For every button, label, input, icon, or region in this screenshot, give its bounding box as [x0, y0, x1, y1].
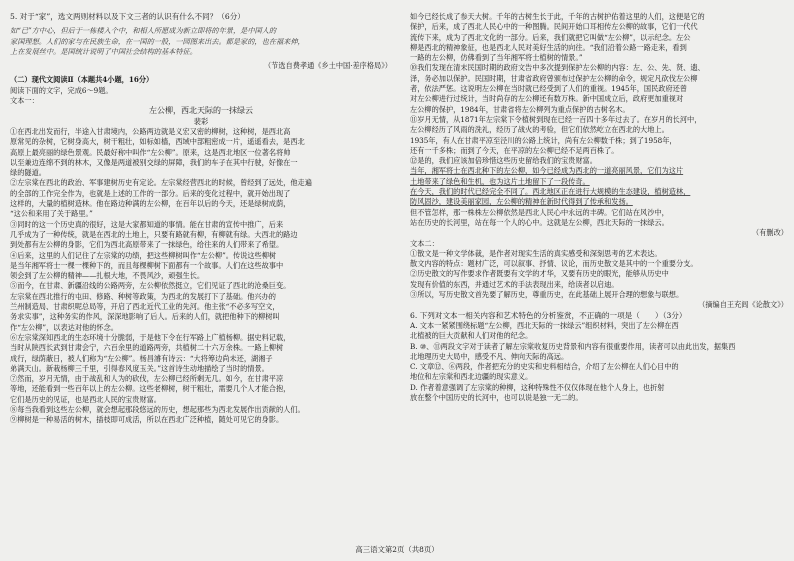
paragraph-line: 左公柳经历了风雨的洗礼，经历了战火的考验，但它们依然屹立在西北的大地上。: [410, 125, 669, 135]
paragraph-line: 务求实事”，这种务实的作风，深深地影响了后人。后来的人们，就把他种下的柳树叫: [10, 312, 280, 322]
paragraph-line: 兰州制造局、甘肃织呢总局等，开启了西北近代工业的先河。他主张“不必多写空文，: [10, 302, 280, 312]
paragraph-line: 左宗棠在西北推行的屯田、修路、种树等政策，为西北的发展打下了基础。他兴办的: [10, 291, 276, 301]
edit-note: （有删改）: [752, 228, 788, 238]
paragraph-line: 以至兼边连绵不到的林木，又像是两道被别交绿的屏障，我们的车子在其中行驶，好像在一: [10, 157, 298, 167]
paragraph-line: ③所以，写历史散文首先要了解历史，尊重历史，在此基础上展开合理的想象与联想。: [410, 290, 684, 300]
answer-line: 上在发展丝中。是国统计说明了中国社会结构的基本特征。: [10, 46, 197, 56]
question-5: 5. 对于“家”，选文两则材料以及下文三者的认识有什么不同？（6分）: [10, 12, 245, 21]
underlined-line: 在今天，我们的时代已经完全不同了。西北地区正在进行大规模的生态建设，植树造林，: [410, 187, 691, 197]
paragraph-line: 成行，绿荫蔽日，被人们称为“左公柳”。杨昌濬有诗云：“大将筹边尚未还，湖湘子: [10, 353, 273, 363]
paragraph-line: 还有一千多株；而到了今天，在平凉的左公柳已经不足两百株了。: [410, 145, 619, 155]
article-author: 裴彩: [193, 116, 209, 126]
text-label: 文本二：: [410, 238, 439, 248]
option-line: D. 作者着意强调了左宗棠的种柳，这种特殊性不仅仅体现在他个人身上，也折射: [410, 382, 665, 392]
paragraph-line: 高原上最亮丽的绿色景观。民最好称中叫作“左公柳”。原来，这是西北地区一位著名将帅: [10, 147, 291, 157]
paragraph-line: 流传下来，成为了西北文化的一部分。后来，我们就把它叫做“左公柳”，以示纪念。左公: [410, 32, 691, 42]
reading-instruction: 阅读下面的文字，完成6～9题。: [10, 85, 113, 95]
option-line: B. ⑩、⑪两段文字对于读者了解左宗棠收复历史背景和内容有很重要作用，读者可以由此出发，据集西: [410, 341, 736, 351]
source-citation: （节选自费孝通《乡土中国·差序格局》）: [263, 61, 392, 71]
paragraph-line: 它们是历史的见证，也是西北人民的宝贵财富。: [10, 394, 161, 404]
paragraph-line: ⑦然而，岁月无情，由于战乱和人为的砍伐，左公柳已经所剩无几。如今，在甘肃平凉: [10, 374, 284, 384]
paragraph-line: 几乎成为了一种传统，就是在西北的土地上，只要有路就有柳，有柳就有绿。大西北的路边: [10, 229, 298, 239]
page-footer: 高三语文第2页（共8页）: [355, 545, 439, 554]
paragraph-line: ⑪岁月无情，从1871年左宗棠下令植树到现在已经一百四十多年过去了。在岁月的长河中，: [410, 114, 702, 124]
paragraph-line: 等地，还能看到一些百年以上的左公柳。这些老柳树，树干粗壮，需要几个人才能合抱，: [10, 384, 291, 394]
paragraph-line: 左公柳的保护，1984年，甘肃省将左公柳列为重点保护的古树名木。: [410, 104, 630, 114]
paragraph-line: 但不管怎样，那一株株左公柳依然是西北人民心中永远的丰碑。它们站在风沙中，: [410, 207, 669, 217]
underlined-line: 当年，湘军将士在西北种下的左公柳，如今已经成为西北的一道亮丽风景，它们为这片: [410, 166, 684, 176]
paragraph-line: ①散文是一种文学体裁，是作者对现实生活的真实感受和深刻思考的艺术表达。: [410, 248, 662, 258]
article-title: 左公柳，西北天际的一抹绿云: [149, 106, 253, 116]
underlined-line: 土地带来了绿色和生机，也为这片土地留下了一段传奇。: [410, 176, 590, 186]
source-citation: （摘编自王充闾《论散文》）: [698, 300, 788, 310]
paragraph-line: ⑧每当我看到这些左公柳，就会想起那段悠远的历史，想起那些为西北发展作出贡献的人们。: [10, 404, 305, 414]
paragraph-line: 如今已经长成了参天大树。千年的古树生长于此，千年的古树护佑着这里的人们，这便是它的: [410, 12, 705, 21]
paragraph-line: ⑥左宗棠深知西北的生态环境十分脆弱，于是他下令在行军路上广植杨柳。据史料记载，: [10, 332, 291, 342]
paragraph-line: 一路的左公柳，仿佛看到了当年湘军将士植树的情景。”: [410, 53, 583, 63]
paragraph-line: 领会到了左公柳的精神——扎根大地，不畏风沙，顽强生长。: [10, 271, 205, 281]
paragraph-line: ④后来，这里的人们记住了左宗棠的功绩，把这些柳树叫作“左公柳”。传说这些柳树: [10, 250, 277, 260]
paragraph-line: 的全部的工作完全作为，也就是上述的工作的一部分。后来的变化过程中，就开始出现了: [10, 188, 291, 198]
paragraph-line: 原常见的杂树，它树身高大，树干粗壮，如标如樯，西域中部粗密成一片，遥遥看去，是西北: [10, 137, 305, 147]
paragraph-line: 泽，务必加以保护。民国时期，甘肃省政府曾颁布过保护左公柳的命令，规定凡砍伐左公柳: [410, 73, 698, 83]
option-line: A. 文本一紧紧围绕标题“左公柳，西北天际的一抹绿云”组织材料，突出了左公柳在西: [410, 320, 679, 330]
paragraph-line: 对左公柳进行过统计，当时尚存的左公柳还有数万株。新中国成立后，政府更加重视对: [410, 94, 684, 104]
paragraph-line: ⑨柳树是一种易活的树木，插枝即可成活，所以在西北广泛种植，随处可见它的身影。: [10, 415, 284, 425]
option-line: 放在整个中国历史的长河中，也可以说是独一无二的。: [410, 392, 583, 402]
paragraph-line: ⑫是的，我们应该加倍珍惜这些历史留给我们的宝贵财富。: [410, 156, 597, 166]
paragraph-line: 柳是西北的精神象征，也是西北人民对美好生活的向往。“我们沿着公路一路走来，看到: [410, 42, 687, 52]
paragraph-line: 1935年，有人在甘肃平凉至泾川的公路上统计，尚有左公柳数千株；到了1958年，: [410, 135, 677, 145]
paragraph-line: 到处都有左公柳的身影，它们为西北高原带来了一抹绿色，给往来的人们带来了希望。: [10, 240, 284, 250]
paragraph-line: 是当年湘军将士一棵一棵种下的，而且每棵柳树下面都有一个故事。人们在这些故事中: [10, 260, 284, 270]
paragraph-line: 弟满天山。新栽杨柳三千里，引得春风度玉关。”这首诗生动地描绘了当时的情景。: [10, 363, 269, 373]
answer-line: 家国理想。人们的家与在民族生命，在一国的一股，一园图来出去。都是家的，也在福来伸，: [10, 36, 305, 46]
paragraph-line: 散文内容的特点：题材广泛，可以叙事、抒情、议论，而历史散文是其中的一个重要分支。: [410, 259, 698, 269]
paragraph-line: ③同时的这一个历史真的很好，这是大家都知道的事情。能在甘肃的宣传中推广，后来: [10, 219, 284, 229]
paragraph-line: 保护，后来，成了西北人民心中的一种图腾。民间开始口耳相传左公柳的故事，它们一代代: [410, 22, 698, 32]
answer-line: 如“已”方中心，但后于一栋楼入个中，和相人所愿成为新立即将的年景，是中国人的: [10, 26, 277, 36]
paragraph-line: 发现有价值的东西，并通过艺术的手法表现出来，给读者以启迪。: [410, 279, 619, 289]
left-column: [10, 12, 392, 426]
paragraph-line: 作“左公柳”，以表达对他的怀念。: [10, 322, 118, 332]
paragraph-line: 者，依法严惩。这说明左公柳在当时就已经受到了人们的重视。1945年，国民政府还曾: [410, 84, 688, 94]
paragraph-line: 当时从陕西长武到甘肃会宁，六百余里的道路两旁，共植树二十六万余株。一路上柳树: [10, 343, 284, 353]
option-line: 北地理历史大局中，感受不凡、伸向天际的高远。: [410, 351, 569, 361]
paragraph-line: 站在历史的长河里，站在每一个人的心中。这就是左公柳，西北天际的一抹绿云。: [410, 217, 669, 227]
paragraph-line: “这公和来用了关于路里。”: [10, 209, 93, 219]
section-heading: （二）现代文阅读Ⅱ（本题共4小题，16分）: [10, 75, 154, 85]
paragraph-line: 这样的，大量的植树造林。他在路边种满的左公柳，在百年以后的今天，还是绿树成荫，: [10, 199, 291, 209]
question-6: 6. 下列对文本一相关内容和艺术特色的分析鉴赏，不正确的一项是（ ）（3分）: [410, 310, 687, 320]
option-line: 北植被的巨大贡献和人们对他的纪念。: [410, 331, 533, 341]
paragraph-line: ⑤而今，在甘肃、新疆沿线的公路两旁，左公柳依然挺立，它们见证了西北的沧桑巨变。: [10, 281, 291, 291]
option-line: 地位和左宗棠和西北边疆的现实意义。: [410, 372, 533, 382]
text-label: 文本一：: [10, 96, 39, 106]
paragraph-line: ⑩我们发现在清末民国时期的政府文告中多次提到保护左公柳的内容：左、公、先、贤、遗、: [410, 63, 705, 73]
right-column: [410, 12, 788, 403]
paragraph-line: ②左宗棠在西北的政治、军事建树历史有定论。左宗棠经营西北的时候，曾经到了远处，他走遍: [10, 178, 312, 188]
paragraph-line: ①在西北出发而行，半途入甘肃境内，公路两边就是义宏又密的柳树，这种树，是西北高: [10, 126, 291, 136]
option-line: C. 文章⑫、⑥两段，作者把充分的史实和史料相结合，介绍了左公柳在人们心目中的: [410, 362, 679, 372]
underlined-line: 防风固沙，建设美丽家园，左公柳的精神在新时代得到了传承和发扬。: [410, 197, 633, 207]
paragraph-line: ②历史散文的写作要求作者既要有文学的才华，又要有历史的眼光，能够从历史中: [410, 269, 669, 279]
paragraph-line: 绿的隧道。: [10, 168, 46, 178]
